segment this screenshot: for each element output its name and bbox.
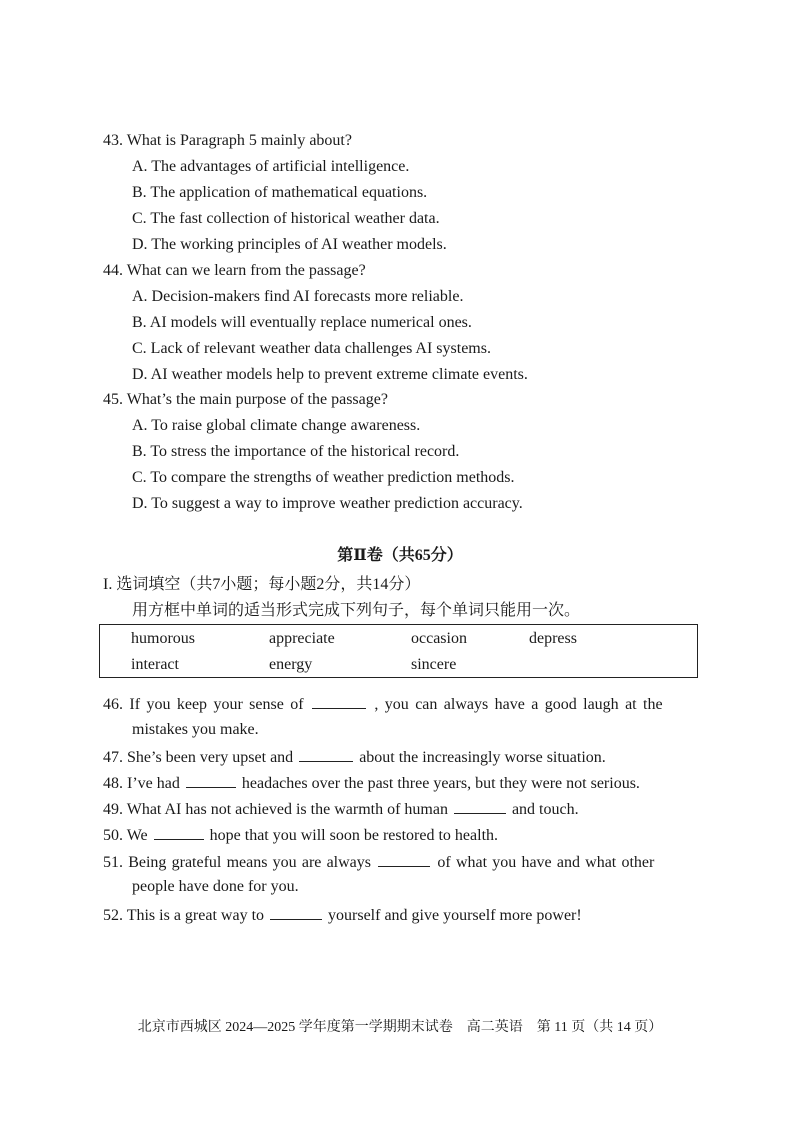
fill-question-51-post: of what you have and what other	[437, 854, 655, 871]
fill-question-52	[103, 905, 582, 926]
fill-question-48-post: headaches over the past three years, but they were not serious.	[241, 775, 640, 792]
question-45-option-a: A. To raise global climate change awareness.	[132, 417, 421, 434]
answer-blank-51[interactable]	[378, 852, 430, 867]
answer-blank-50[interactable]	[154, 825, 204, 840]
fill-question-50-post: hope that you will soon be restored to health.	[209, 827, 499, 844]
answer-blank-49[interactable]	[454, 799, 506, 814]
fill-question-46-continuation: mistakes you make.	[132, 721, 259, 738]
page-footer: 北京市西城区 2024—2025 学年度第一学期期末试卷 高二英语 第 11 页（共 14 页）	[137, 1020, 663, 1035]
fill-question-46-pre: 46. If you keep your sense of	[103, 696, 304, 713]
word-bank-item: depress	[529, 630, 577, 647]
word-bank-item: appreciate	[269, 630, 335, 647]
fill-question-49	[103, 799, 579, 820]
word-bank-item: energy	[269, 656, 313, 673]
fill-question-51	[103, 852, 654, 873]
fill-question-52-post: yourself and give yourself more power!	[328, 907, 582, 924]
fill-question-48-pre: 48. I’ve had	[103, 775, 180, 792]
question-44-option-b: B. AI models will eventually replace numerical ones.	[132, 314, 472, 331]
fill-question-49-pre: 49. What AI has not achieved is the warmth of human	[103, 801, 448, 818]
word-bank-item: humorous	[131, 630, 195, 647]
fill-question-47-pre: 47. She’s been very upset and	[103, 749, 294, 766]
question-43-option-b: B. The application of mathematical equations.	[132, 184, 428, 201]
word-bank-item: occasion	[411, 630, 467, 647]
fill-question-50-pre: 50. We	[103, 827, 148, 844]
question-43-option-d: D. The working principles of AI weather models.	[132, 236, 447, 253]
question-44-option-c: C. Lack of relevant weather data challenges AI systems.	[132, 340, 491, 357]
section-2-title: 第Ⅱ卷（共65分）	[337, 547, 463, 564]
fill-question-51-pre: 51. Being grateful means you are always	[103, 854, 372, 871]
word-bank-item: sincere	[411, 656, 457, 673]
question-45-option-b: B. To stress the importance of the historical record.	[132, 443, 460, 460]
question-44-option-d: D. AI weather models help to prevent extreme climate events.	[132, 366, 528, 383]
question-44-option-a: A. Decision-makers find AI forecasts more reliable.	[132, 288, 464, 305]
word-box	[99, 624, 698, 678]
question-45-stem: 45. What’s the main purpose of the passage?	[103, 391, 388, 408]
fill-question-46-post: , you can always have a good laugh at the	[374, 696, 663, 713]
fill-question-52-pre: 52. This is a great way to	[103, 907, 265, 924]
answer-blank-52[interactable]	[270, 905, 322, 920]
fill-question-49-post: and touch.	[511, 801, 579, 818]
question-43-stem: 43. What is Paragraph 5 mainly about?	[103, 132, 352, 149]
question-44-stem: 44. What can we learn from the passage?	[103, 262, 366, 279]
fill-question-46	[103, 694, 663, 715]
fill-question-48	[103, 773, 640, 794]
fill-question-51-continuation: people have done for you.	[132, 878, 299, 895]
section-2-instruction: 用方框中单词的适当形式完成下列句子，每个单词只能用一次。	[132, 602, 581, 619]
answer-blank-46[interactable]	[312, 694, 366, 709]
answer-blank-47[interactable]	[299, 747, 353, 762]
word-bank-item: interact	[131, 656, 179, 673]
section-2-heading: I. 选词填空（共7小题；每小题2分，共14分）	[103, 576, 421, 593]
fill-question-50	[103, 825, 498, 846]
answer-blank-48[interactable]	[186, 773, 236, 788]
fill-question-47-post: about the increasingly worse situation.	[359, 749, 606, 766]
question-45-option-c: C. To compare the strengths of weather prediction methods.	[132, 469, 515, 486]
fill-question-47	[103, 747, 606, 768]
question-43-option-a: A. The advantages of artificial intelligence.	[132, 158, 410, 175]
question-45-option-d: D. To suggest a way to improve weather prediction accuracy.	[132, 495, 523, 512]
question-43-option-c: C. The fast collection of historical weather data.	[132, 210, 440, 227]
